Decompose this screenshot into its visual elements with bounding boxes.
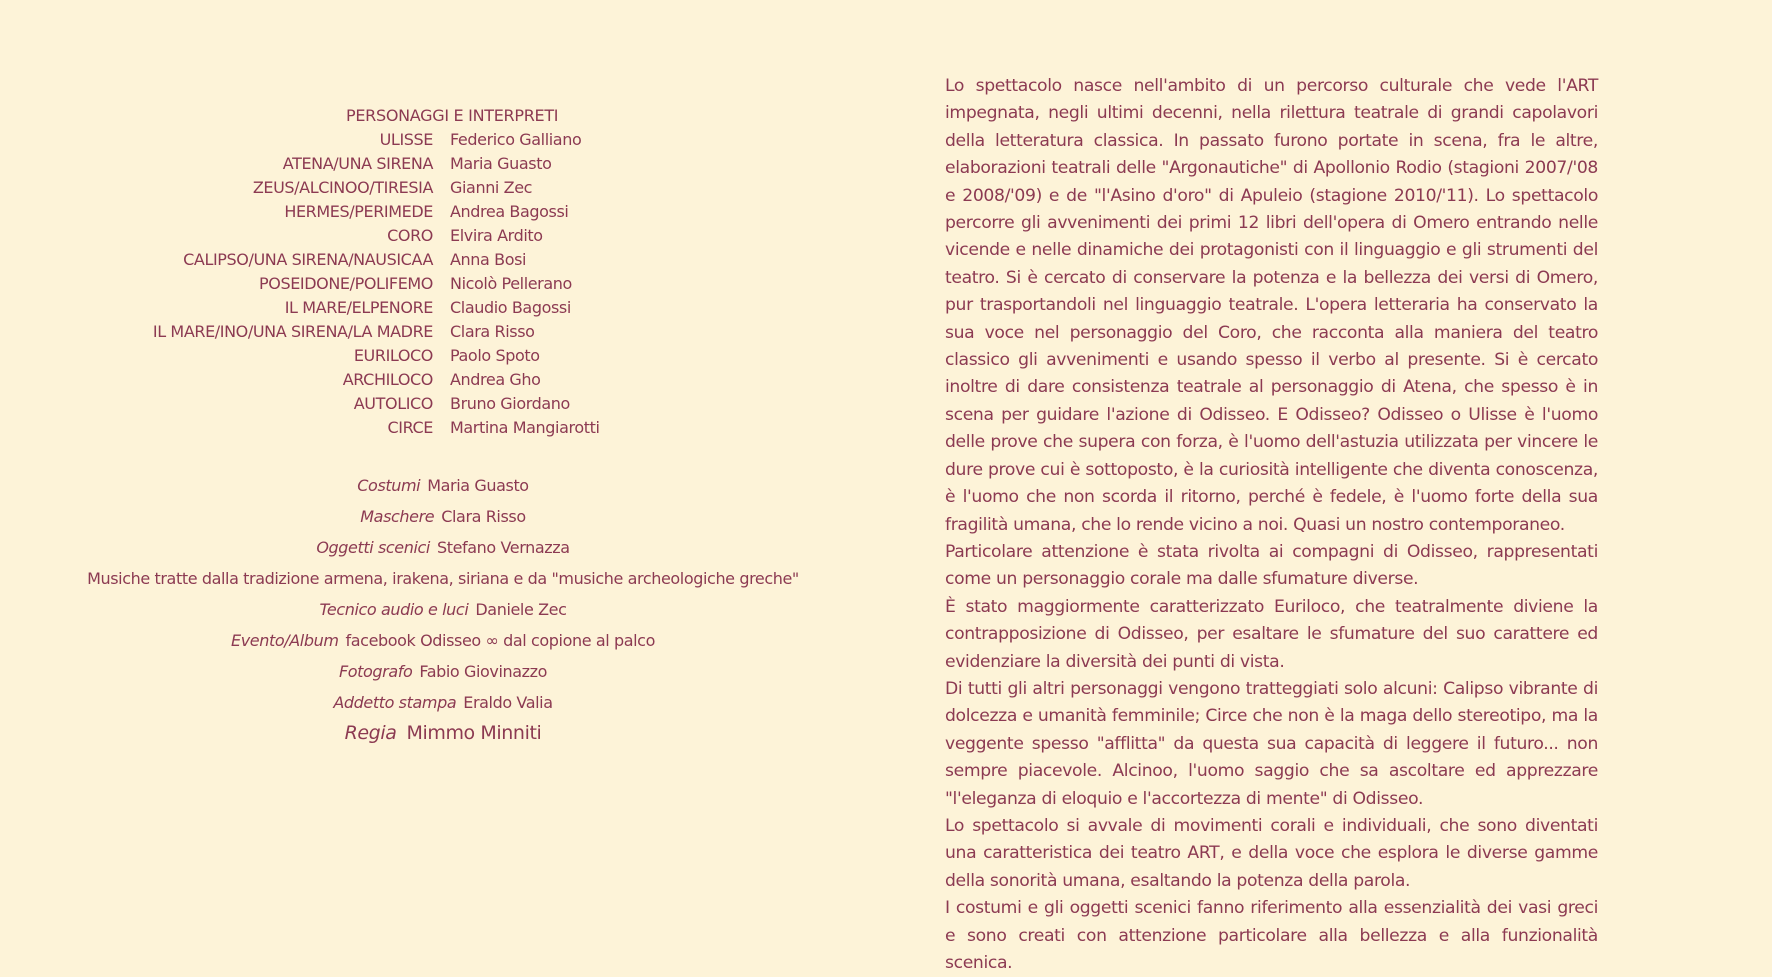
cast-row xyxy=(0,274,886,298)
credit-value: Maria Guasto xyxy=(427,476,529,495)
cast-actor: Anna Bosi xyxy=(450,250,527,269)
credit-photographer xyxy=(0,656,886,687)
right-page xyxy=(886,0,1772,973)
credit-label: Oggetti scenici xyxy=(316,538,430,557)
cast-actor: Gianni Zec xyxy=(450,178,533,197)
cast-row xyxy=(0,130,886,154)
paragraph: I costumi e gli oggetti scenici fanno riferimento alla essenzialità dei vasi greci e sono creati con attenzione particolare alla bellezza e alla funzionalità scenica. xyxy=(945,898,1598,973)
description-text xyxy=(945,73,1598,977)
credit-value: Fabio Giovinazzo xyxy=(419,662,548,681)
credit-audio-lights xyxy=(0,594,886,625)
credit-masks xyxy=(0,501,886,532)
left-page xyxy=(0,0,886,886)
credit-label: Tecnico audio e luci xyxy=(319,600,469,619)
credit-value: Musiche tratte dalla tradizione armena, irakena, siriana e da "musiche archeologiche greche" xyxy=(87,569,799,588)
credit-costumes xyxy=(0,470,886,501)
credit-value: Clara Risso xyxy=(441,507,526,526)
cast-role: IL MARE/ELPENORE xyxy=(284,298,433,317)
cast-role: POSEIDONE/POLIFEMO xyxy=(259,274,433,293)
credit-director xyxy=(0,718,886,749)
credit-label: Fotografo xyxy=(338,662,413,681)
cast-actor: Andrea Gho xyxy=(450,370,541,389)
cast-row xyxy=(0,226,886,250)
cast-actor: Clara Risso xyxy=(450,322,535,341)
cast-role: ARCHILOCO xyxy=(342,370,433,389)
credit-press xyxy=(0,687,886,718)
credit-value: Daniele Zec xyxy=(475,600,567,619)
cast-actor: Nicolò Pellerano xyxy=(450,274,572,293)
cast-role: CALIPSO/UNA SIRENA/NAUSICAA xyxy=(183,250,433,269)
cast-row xyxy=(0,298,886,322)
cast-actor: Andrea Bagossi xyxy=(450,202,569,221)
cast-row xyxy=(0,346,886,370)
cast-role: ULISSE xyxy=(379,130,433,149)
cast-role: AUTOLICO xyxy=(353,394,433,413)
cast-row xyxy=(0,202,886,226)
cast-row xyxy=(0,418,886,442)
cast-actor: Martina Mangiarotti xyxy=(450,418,600,437)
cast-row xyxy=(0,394,886,418)
paragraph: Lo spettacolo si avvale di movimenti corali e individuali, che sono diventati una caratteristica dei teatro ART, e della voce che esplora le diverse gamme della sonorità umana, esaltando la potenza della parola. xyxy=(945,815,1598,891)
cast-actor: Elvira Ardito xyxy=(450,226,543,245)
credit-label: Maschere xyxy=(360,507,435,526)
cast-row xyxy=(0,250,886,274)
cast-actor: Bruno Giordano xyxy=(450,394,570,413)
cast-list xyxy=(0,130,886,442)
cast-role: HERMES/PERIMEDE xyxy=(284,202,433,221)
credit-value: Stefano Vernazza xyxy=(436,538,570,557)
cast-row xyxy=(0,370,886,394)
cast-role: ZEUS/ALCINOO/TIRESIA xyxy=(252,178,433,197)
cast-row xyxy=(0,178,886,202)
cast-role: CIRCE xyxy=(387,418,433,437)
credits-list xyxy=(0,470,886,749)
cast-actor: Claudio Bagossi xyxy=(450,298,571,317)
paragraph: È stato maggiormente caratterizzato Euriloco, che teatralmente diviene la contrapposizione di Odisseo, per esaltare le sfumature del suo carattere ed evidenziare la diversità dei punti di vista. xyxy=(945,596,1598,672)
paragraph: Particolare attenzione è stata rivolta ai compagni di Odisseo, rappresentati come un personaggio corale ma dalle sfumature diverse. xyxy=(945,541,1598,590)
cast-heading-text: PERSONAGGI E INTERPRETI xyxy=(346,106,559,125)
cast-role: ATENA/UNA SIRENA xyxy=(282,154,433,173)
paragraph: Lo spettacolo nasce nell'ambito di un percorso culturale che vede l'ART impegnata, negli ultimi decenni, nella rilettura teatrale di grandi capolavori della letteratura classica. In passato furono portate in scena, fra le altre, elaborazioni teatrali delle "Argonautiche" di Apollonio Rodio (stagioni 2007/'08 e 2008/'09) e de "l'Asino d'oro" di Apuleio (stagione 2010/'11). Lo spettacolo percorre gli avvenimenti dei primi 12 libri dell'opera di Omero entrando nelle vicende e nelle dinamiche dei protagonisti con il linguaggio e gli strumenti del teatro. Si è cercato di conservare la potenza e la bellezza dei versi di Omero, pur trasportandoli nel linguaggio teatrale. L'opera letteraria ha conservato la sua voce nel personaggio del Coro, che racconta alla maniera del teatro classico gli avvenimenti e usando spesso il verbo al presente. Si è cercato inoltre di dare consistenza teatrale al personaggio di Atena, che spesso è in scena per guidare l'azione di Odisseo. E Odisseo? Odisseo o Ulisse è l'uomo delle prove che supera con forza, è l'uomo dell'astuzia utilizzata per vincere le dure prove cui è sottoposto, è la curiosità intelligente che diventa conoscenza, è l'uomo che non scorda il ritorno, perché è fedele, è l'uomo forte della sua fragilità umana, che lo rende vicino a noi. Quasi un nostro contemporaneo. xyxy=(945,76,1598,535)
cast-role: EURILOCO xyxy=(353,346,433,365)
credit-label: Addetto stampa xyxy=(333,693,457,712)
cast-actor: Paolo Spoto xyxy=(450,346,540,365)
credit-value: facebook Odisseo ∞ dal copione al palco xyxy=(345,631,655,650)
credit-label: Regia xyxy=(344,722,397,744)
credit-label: Evento/Album xyxy=(231,631,339,650)
credit-value: Mimmo Minniti xyxy=(406,722,542,744)
cast-row xyxy=(0,154,886,178)
credit-music xyxy=(0,563,886,594)
credit-event-album xyxy=(0,625,886,656)
cast-role: CORO xyxy=(387,226,433,245)
cast-actor: Maria Guasto xyxy=(450,154,552,173)
cast-role: IL MARE/INO/UNA SIRENA/LA MADRE xyxy=(152,322,433,341)
paragraph: Di tutti gli altri personaggi vengono tratteggiati solo alcuni: Calipso vibrante di dolcezza e umanità femminile; Circe che non è la maga dello stereotipo, ma la veggente spesso "afflitta" da questa sua capacità di leggere il futuro... non sempre piacevole. Alcinoo, l'uomo saggio che sa ascoltare ed apprezzare "l'eleganza di eloquio e l'accortezza di mente" di Odisseo. xyxy=(945,678,1598,809)
credit-props xyxy=(0,532,886,563)
cast-row xyxy=(0,322,886,346)
credit-value: Eraldo Valia xyxy=(463,693,553,712)
credit-label: Costumi xyxy=(357,476,421,495)
cast-actor: Federico Galliano xyxy=(450,130,582,149)
